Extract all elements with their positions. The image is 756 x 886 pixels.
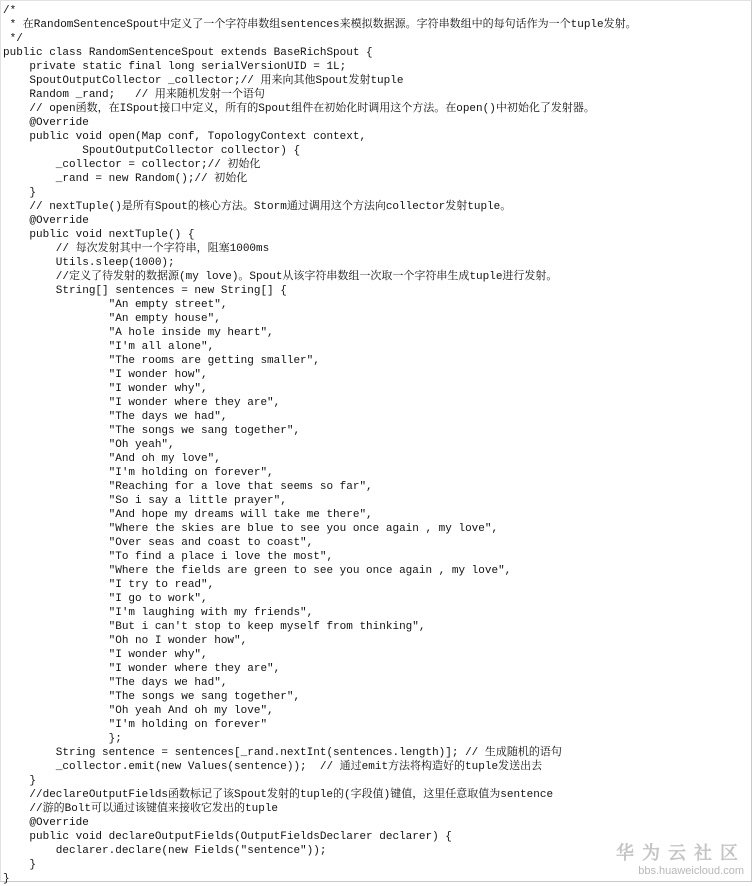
code-line: "Over seas and coast to coast",	[3, 537, 314, 549]
code-line: // nextTuple()是所有Spout的核心方法。Storm通过调用这个方法向collector发射tuple。	[3, 201, 512, 213]
code-line: };	[3, 733, 122, 745]
code-line: // 每次发射其中一个字符串，阻塞1000ms	[3, 243, 270, 255]
code-line: "The songs we sang together",	[3, 425, 301, 437]
code-line: public class RandomSentenceSpout extends BaseRichSpout {	[3, 47, 373, 59]
code-line: }	[3, 775, 37, 787]
code-line: "I try to read",	[3, 579, 215, 591]
code-line: "And oh my love",	[3, 453, 221, 465]
watermark-title: 华为云社区	[616, 843, 746, 864]
code-line: "Oh no I wonder how",	[3, 635, 248, 647]
code-line: "An empty street",	[3, 299, 228, 311]
code-line: "So i say a little prayer",	[3, 495, 287, 507]
code-line: "And hope my dreams will take me there",	[3, 509, 373, 521]
code-line: }	[3, 859, 37, 871]
code-line: public void declareOutputFields(OutputFieldsDeclarer declarer) {	[3, 831, 452, 843]
code-line: "I wonder where they are",	[3, 663, 281, 675]
watermark	[616, 843, 746, 878]
code-line: "Oh yeah",	[3, 439, 175, 451]
code-line: * 在RandomSentenceSpout中定义了一个字符串数组sentences来模拟数据源。字符串数组中的每句话作为一个tuple发射。	[3, 19, 637, 31]
code-line: //游的Bolt可以通过该键值来接收它发出的tuple	[3, 803, 279, 815]
code-line: declarer.declare(new Fields("sentence"));	[3, 845, 327, 857]
code-line: "I wonder how",	[3, 369, 208, 381]
code-line: "I'm holding on forever",	[3, 467, 274, 479]
code-line: "The rooms are getting smaller",	[3, 355, 320, 367]
code-line: _collector = collector;// 初始化	[3, 159, 261, 171]
code-line: "Reaching for a love that seems so far",	[3, 481, 373, 493]
code-line: public void nextTuple() {	[3, 229, 195, 241]
code-line: // open函数，在ISpout接口中定义，所有的Spout组件在初始化时调用这个方法。在open()中初始化了发射器。	[3, 103, 595, 115]
watermark-url: bbs.huaweicloud.com	[638, 865, 744, 877]
code-line: "I'm laughing with my friends",	[3, 607, 314, 619]
code-line: String[] sentences = new String[] {	[3, 285, 287, 297]
code-line: @Override	[3, 215, 89, 227]
code-line: "I wonder why",	[3, 383, 208, 395]
code-line: SpoutOutputCollector collector) {	[3, 145, 301, 157]
code-line: String sentence = sentences[_rand.nextInt(sentences.length)]; // 生成随机的语句	[3, 747, 562, 759]
code-line: _collector.emit(new Values(sentence)); // 通过emit方法将构造好的tuple发送出去	[3, 761, 543, 773]
code-line: "But i can't stop to keep myself from thinking",	[3, 621, 426, 633]
code-line: SpoutOutputCollector _collector;// 用来向其他Spout发射tuple	[3, 75, 404, 87]
code-line: "I'm holding on forever"	[3, 719, 268, 731]
code-line: Utils.sleep(1000);	[3, 257, 175, 269]
code-line: "The days we had",	[3, 411, 228, 423]
code-line: "I go to work",	[3, 593, 208, 605]
code-line: Random _rand; // 用来随机发射一个语句	[3, 89, 265, 101]
code-line: //declareOutputFields函数标记了该Spout发射的tuple的(字段值)键值，这里任意取值为sentence	[3, 789, 554, 801]
code-line: */	[3, 33, 23, 45]
code-line: @Override	[3, 817, 89, 829]
code-line: "I wonder where they are",	[3, 397, 281, 409]
code-line: @Override	[3, 117, 89, 129]
code-line: "Where the skies are blue to see you once again , my love",	[3, 523, 499, 535]
code-line: "Where the fields are green to see you once again , my love",	[3, 565, 512, 577]
code-line: private static final long serialVersionUID = 1L;	[3, 61, 347, 73]
code-line: "I'm all alone",	[3, 341, 215, 353]
code-line: "An empty house",	[3, 313, 221, 325]
code-line: "The days we had",	[3, 677, 228, 689]
code-line: //定义了待发射的数据源(my love)。Spout从该字符串数组一次取一个字符串生成tuple进行发射。	[3, 271, 558, 283]
code-line: /*	[3, 5, 17, 17]
code-line: }	[3, 187, 37, 199]
code-line: _rand = new Random();// 初始化	[3, 173, 248, 185]
code-line: }	[3, 873, 10, 885]
code-line: "Oh yeah And oh my love",	[3, 705, 274, 717]
code-line: public void open(Map conf, TopologyContext context,	[3, 131, 367, 143]
code-line: "I wonder why",	[3, 649, 208, 661]
code-line: "A hole inside my heart",	[3, 327, 274, 339]
code-line: "The songs we sang together",	[3, 691, 301, 703]
code-line: "To find a place i love the most",	[3, 551, 334, 563]
code-block	[3, 4, 637, 886]
